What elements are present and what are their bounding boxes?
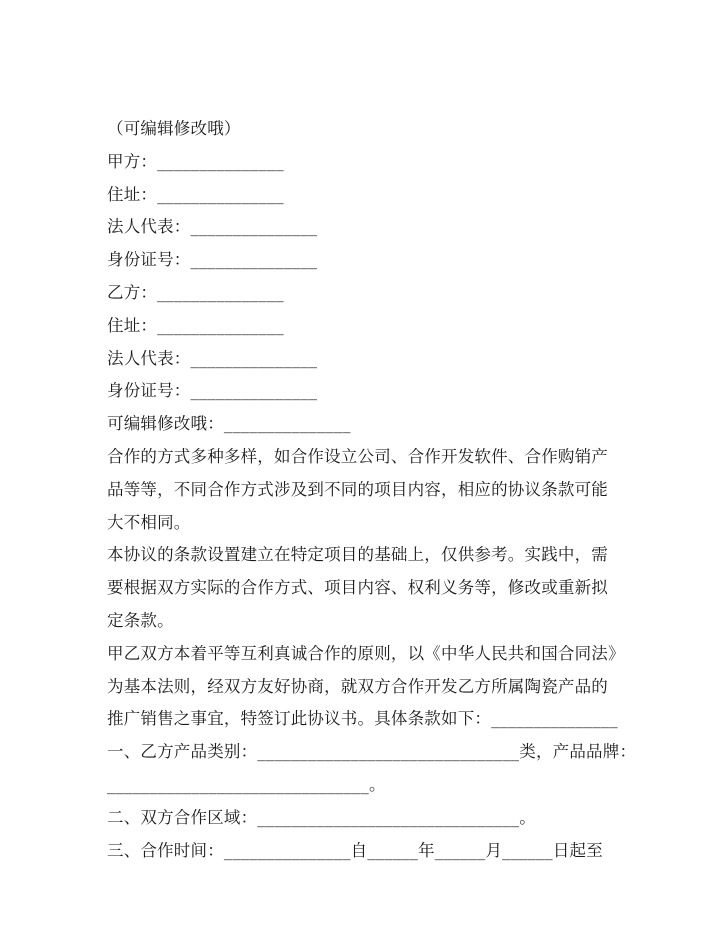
clause-3: 三、合作时间：_______________自______年______月______日起至 — [107, 840, 603, 860]
paragraph-3-line-2: 为基本法则，经双方友好协商，就双方合作开发乙方所属陶瓷产品的 — [107, 676, 608, 696]
clause-1-line-2: _______________________________。 — [107, 774, 386, 794]
paragraph-2-line-3: 定条款。 — [107, 610, 174, 630]
paragraph-1-line-1: 合作的方式多种多样，如合作设立公司、合作开发软件、合作购销产 — [107, 446, 608, 466]
editable-note-field: 可编辑修改哦：_______________ — [107, 414, 351, 434]
party-b-address-field: 住址：_______________ — [107, 315, 284, 335]
paragraph-1-line-3: 大不相同。 — [107, 512, 191, 532]
editable-note: （可编辑修改哦） — [107, 119, 241, 138]
party-b-id-field: 身份证号：_______________ — [107, 381, 318, 401]
paragraph-3-line-3: 推广销售之事宜，特签订此协议书。具体条款如下：_______________ — [107, 709, 618, 729]
paragraph-3-line-1: 甲乙双方本着平等互利真诚合作的原则，以《中华人民共和国合同法》 — [107, 643, 625, 663]
party-a-field: 甲方：_______________ — [107, 151, 284, 171]
paragraph-2-line-1: 本协议的条款设置建立在特定项目的基础上，仅供参考。实践中，需 — [107, 545, 608, 565]
party-a-legal-rep-field: 法人代表：_______________ — [107, 217, 318, 237]
clause-1-line-1: 一、乙方产品类别：_______________________________类，产品品牌： — [107, 742, 637, 762]
party-b-field: 乙方：_______________ — [107, 282, 284, 302]
party-a-id-field: 身份证号：_______________ — [107, 250, 318, 270]
document-page — [107, 113, 647, 867]
party-a-address-field: 住址：_______________ — [107, 184, 284, 204]
party-b-legal-rep-field: 法人代表：_______________ — [107, 348, 318, 368]
clause-2: 二、双方合作区域：_______________________________。 — [107, 807, 536, 827]
paragraph-2-line-2: 要根据双方实际的合作方式、项目内容、权利义务等，修改或重新拟 — [107, 578, 608, 598]
paragraph-1-line-2: 品等等，不同合作方式涉及到不同的项目内容，相应的协议条款可能 — [107, 479, 608, 499]
